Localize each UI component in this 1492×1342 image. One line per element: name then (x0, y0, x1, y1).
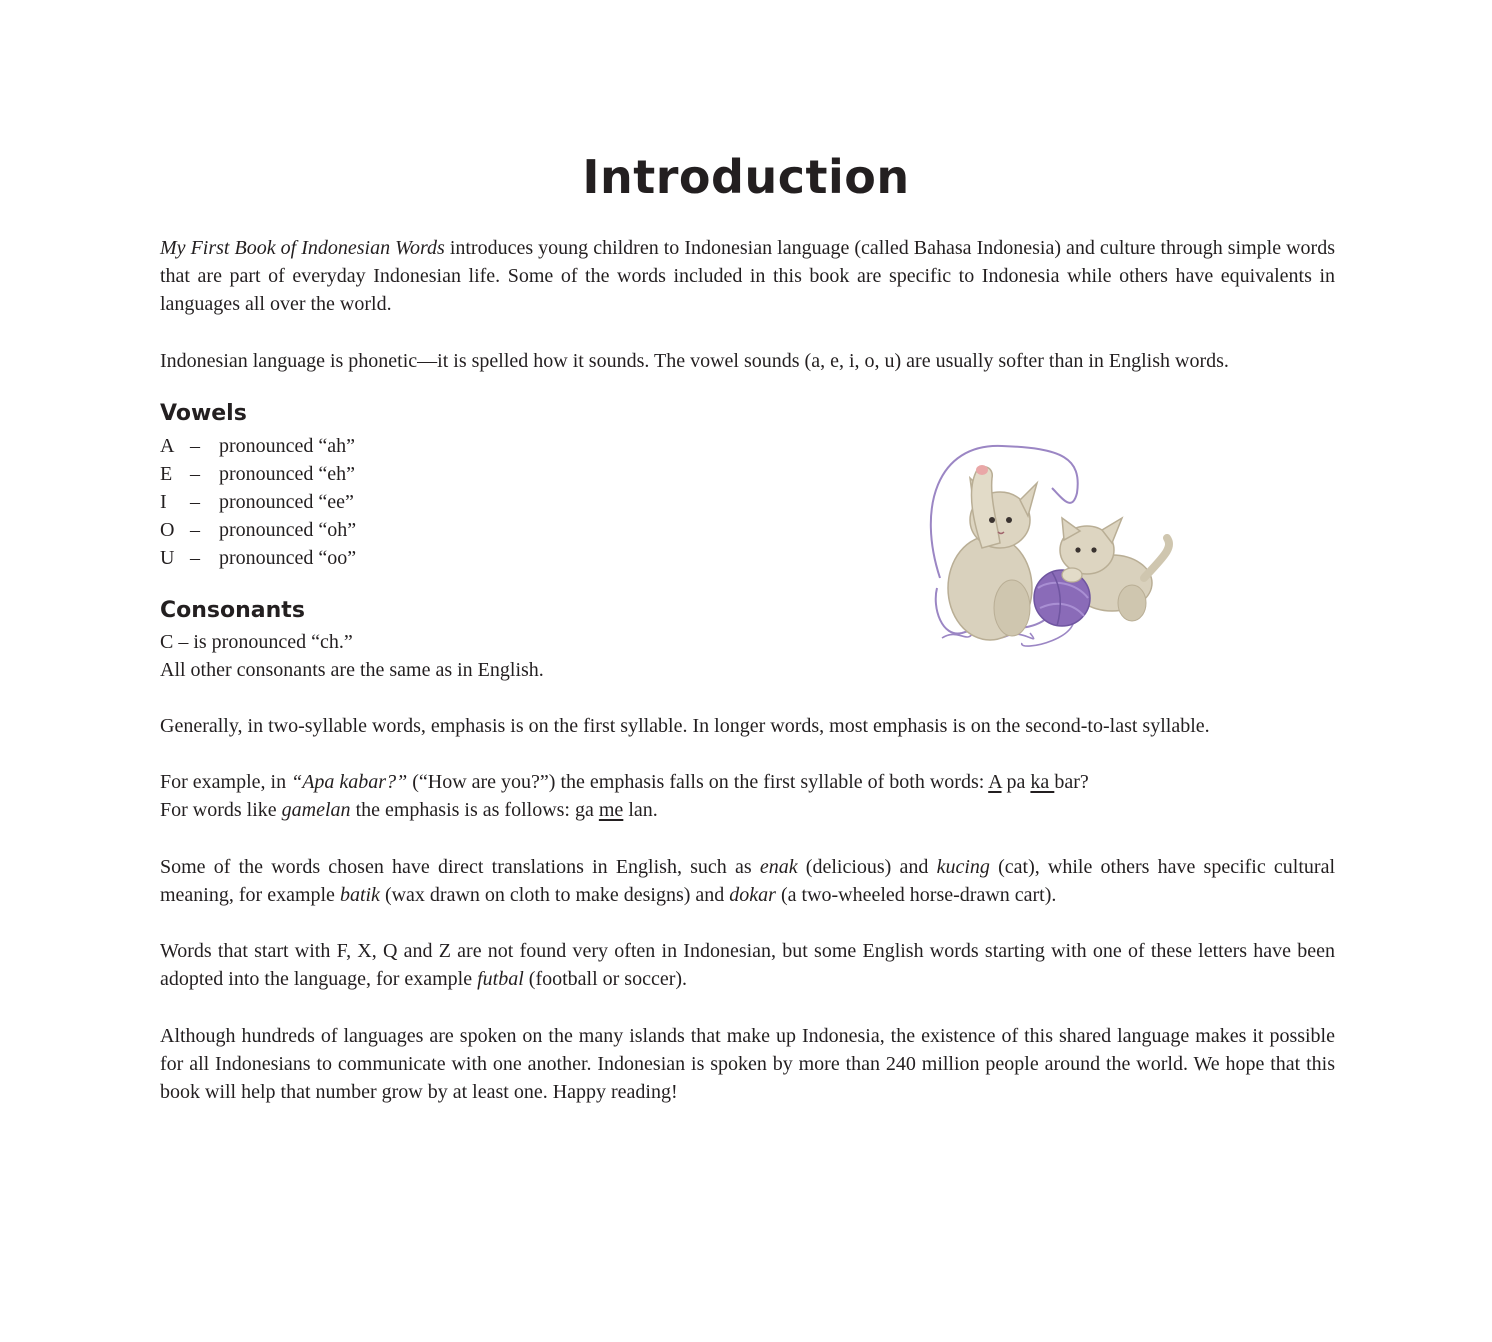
translations-text: (wax drawn on cloth to make designs) and (379, 884, 730, 906)
letters-text: (football or soccer). (523, 968, 688, 990)
vowel-item-o (160, 516, 356, 544)
kittens-with-yarn-icon (912, 438, 1182, 658)
example-text: For example, in (160, 771, 292, 793)
vowel-dash: – (190, 491, 200, 513)
example-phrase: “Apa kabar?” (291, 771, 408, 793)
syllable: pa (1001, 771, 1031, 793)
vowel-letter: A (160, 435, 175, 457)
example-text: For words like (160, 799, 282, 821)
vowel-item-u (160, 544, 356, 572)
example-word: batik (339, 884, 380, 906)
vowel-pronunciation: pronounced “oo” (219, 547, 357, 569)
vowel-dash: – (190, 463, 200, 485)
vowel-list (160, 432, 356, 572)
example-paragraph (160, 768, 1335, 824)
intro-text: introduces young children to Indonesian language (called Bahasa Indonesia) and culture through simple words that are part of everyday Indonesian life. Some of the words included in this book are specific to Indonesia while others have equivalents in languages all over the world. (160, 237, 1335, 315)
letters-text: Words that start with F, X, Q and Z are not found very often in Indonesian, but some English words starting with one of these letters have been adopted into the language, for example (160, 940, 1335, 990)
vowel-dash: – (190, 435, 200, 457)
syllable: lan. (623, 799, 658, 821)
vowel-dash: – (190, 519, 200, 541)
syllable: bar? (1054, 771, 1089, 793)
consonants-heading: Consonants (160, 598, 305, 623)
example-word: dokar (729, 884, 776, 906)
translations-text: Some of the words chosen have direct translations in English, such as (160, 856, 760, 878)
example-text: the emphasis is as follows: ga (350, 799, 599, 821)
book-title: My First Book of Indonesian Words (160, 237, 445, 259)
vowel-dash: – (190, 547, 200, 569)
vowel-pronunciation: pronounced “oh” (219, 519, 357, 541)
vowel-pronunciation: pronounced “ee” (219, 491, 354, 513)
stressed-syllable: A (988, 771, 1002, 793)
vowel-letter: I (160, 491, 167, 513)
translations-text: (delicious) and (797, 856, 937, 878)
example-word: kucing (936, 856, 990, 878)
stressed-syllable: me (598, 799, 624, 821)
example-word: enak (759, 856, 798, 878)
consonant-other-line: All other consonants are the same as in English. (160, 659, 544, 681)
phonetic-paragraph: Indonesian language is phonetic—it is spelled how it sounds. The vowel sounds (a, e, i, o, u) are usually softer than in English words. (160, 350, 1229, 372)
translations-text: (a two-wheeled horse-drawn cart). (775, 884, 1057, 906)
example-word: futbal (477, 968, 524, 990)
vowel-item-i (160, 488, 356, 516)
example-text: (“How are you?”) the emphasis falls on the first syllable of both words: (407, 771, 989, 793)
page-title: Introduction (582, 150, 910, 204)
vowel-pronunciation: pronounced “eh” (219, 463, 356, 485)
consonant-c-line: C – is pronounced “ch.” (160, 631, 353, 653)
closing-paragraph: Although hundreds of languages are spoken on the many islands that make up Indonesia, the existence of this shared language makes it possible for all Indonesians to communicate with one another. Indonesian is spoken by more than 240 million people around the world. We hope that this book will help that number grow by at least one. Happy reading! (160, 1025, 1335, 1103)
vowel-item-e (160, 460, 356, 488)
vowel-letter: U (160, 547, 175, 569)
stressed-syllable: ka (1030, 771, 1055, 793)
translations-paragraph (160, 853, 1335, 909)
consonants-text (160, 628, 544, 684)
vowel-letter: O (160, 519, 175, 541)
vowel-pronunciation: pronounced “ah” (219, 435, 356, 457)
example-word: gamelan (281, 799, 351, 821)
intro-paragraph (160, 234, 1335, 318)
vowel-item-a (160, 432, 356, 460)
vowel-letter: E (160, 463, 173, 485)
letters-paragraph (160, 937, 1335, 993)
vowels-heading: Vowels (160, 401, 247, 426)
translations-text: (cat), while others have specific cultural meaning, for example (160, 856, 1336, 906)
emphasis-paragraph: Generally, in two-syllable words, emphasis is on the first syllable. In longer words, most emphasis is on the second-to-last syllable. (160, 715, 1210, 737)
